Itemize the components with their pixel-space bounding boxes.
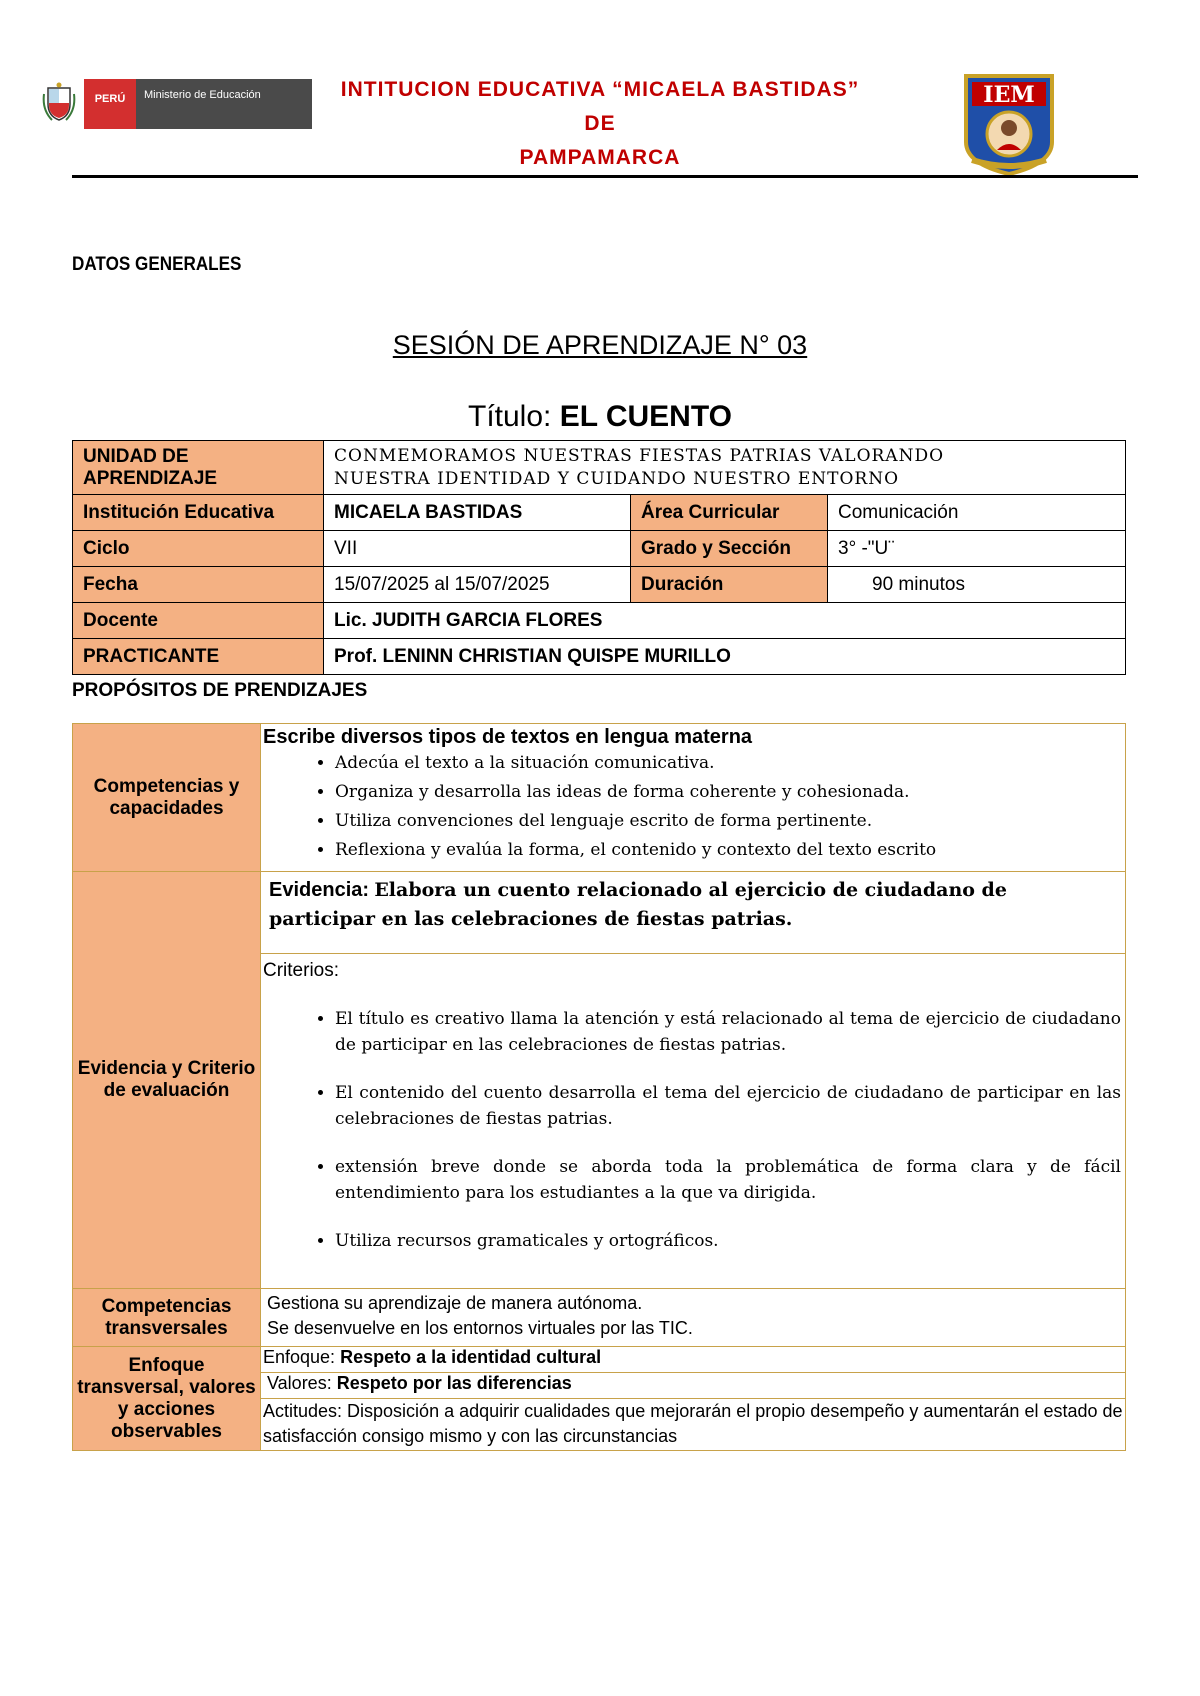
list-item: • El título es creativo llama la atención y está relacionado al tema de ejercicio de ciudadano de participar en las celebraciones de fiestas patrias. [335, 1006, 1123, 1058]
school-name-line1: INTITUCION EDUCATIVA “MICAELA BASTIDAS” [340, 78, 860, 101]
institucion-value: MICAELA BASTIDAS [324, 495, 631, 531]
valores-cell [261, 1373, 1126, 1399]
list-item: • Reflexiona y evalúa la forma, el contenido y contexto del texto escrito [335, 836, 1123, 865]
valores-prefix: Valores: [267, 1373, 332, 1393]
header-divider [72, 175, 1138, 178]
actitudes-cell: Actitudes: Disposición a adquirir cualidades que mejorarán el propio desempeño y aumentarán el estado de satisfacción consigo mismo y con las circunstancias [261, 1399, 1126, 1451]
transversales-label: Competencias transversales [73, 1289, 261, 1347]
school-crest-icon [962, 72, 1056, 176]
unidad-value-line1: CONMEMORAMOS NUESTRAS FIESTAS PATRIAS VALORANDO [334, 445, 945, 466]
practicante-label: PRACTICANTE [73, 639, 324, 675]
grado-value: 3° -"U¨ [828, 531, 1126, 567]
enfoque-prefix: Enfoque: [263, 1347, 336, 1367]
enfoque-label: Enfoque transversal, valores y acciones observables [73, 1347, 261, 1451]
crest-text: IEM [983, 82, 1035, 108]
list-item: • Organiza y desarrolla las ideas de forma coherente y cohesionada. [335, 778, 1123, 807]
peru-badge: PERÚ [84, 79, 136, 129]
list-item: • Utiliza convenciones del lenguaje escrito de forma pertinente. [335, 807, 1123, 836]
transversal-1: Gestiona su aprendizaje de manera autónoma. [267, 1293, 643, 1313]
institucion-label: Institución Educativa [73, 495, 324, 531]
propositos-heading: PROPÓSITOS DE PRENDIZAJES [72, 680, 368, 701]
competencia-title: Escribe diversos tipos de textos en lengua materna [263, 726, 753, 748]
unidad-label: UNIDAD DE APRENDIZAJE [73, 441, 324, 495]
school-name-line2: DE [584, 112, 616, 135]
evidencia-prefix: Evidencia: [269, 879, 370, 901]
unidad-value [324, 441, 1126, 495]
ciclo-value: VII [324, 531, 631, 567]
unidad-value-line2: NUESTRA IDENTIDAD Y CUIDANDO NUESTRO ENTORNO [334, 468, 900, 489]
title-line [0, 400, 1200, 434]
transversales-cell [261, 1289, 1126, 1347]
ciclo-label: Ciclo [73, 531, 324, 567]
valores-value: Respeto por las diferencias [336, 1373, 572, 1393]
school-name-line3: PAMPAMARCA [519, 146, 681, 169]
criterios-cell [261, 954, 1126, 1289]
transversal-2: Se desenvuelve en los entornos virtuales por las TIC. [267, 1318, 693, 1338]
criterios-heading: Criterios: [263, 960, 340, 981]
propositos-table [72, 723, 1126, 1451]
criterios-label: Criterios [263, 960, 334, 981]
session-title: SESIÓN DE APRENDIZAJE N° 03 [392, 330, 808, 360]
enfoque-cell [261, 1347, 1126, 1373]
fecha-value: 15/07/2025 al 15/07/2025 [324, 567, 631, 603]
duracion-value: 90 minutos [828, 567, 1126, 603]
criterios-list [263, 1006, 1123, 1254]
ministry-logo [42, 76, 272, 130]
competencias-cell [261, 724, 1126, 872]
title-value: EL CUENTO [559, 400, 732, 433]
fecha-label: Fecha [73, 567, 324, 603]
evidencia-text: Elabora un cuento relacionado al ejercicio de ciudadano de participar en las celebraciones de fiestas patrias. [269, 879, 1007, 930]
competencias-label: Competencias y capacidades [73, 724, 261, 872]
evidencia-label: Evidencia y Criterio de evaluación [73, 872, 261, 1289]
grado-label: Grado y Sección [631, 531, 828, 567]
list-item: • Utiliza recursos gramaticales y ortográficos. [335, 1228, 1123, 1254]
duracion-label: Duración [631, 567, 828, 603]
enfoque-value: Respeto a la identidad cultural [340, 1347, 602, 1367]
list-item: • Adecúa el texto a la situación comunicativa. [335, 749, 1123, 778]
ministry-name: Ministerio de Educación [136, 79, 312, 129]
list-item: • extensión breve donde se aborda toda la problemática de forma clara y de fácil entendimiento para los estudiantes a la que va dirigida. [335, 1154, 1123, 1206]
area-label: Área Curricular [631, 495, 828, 531]
list-item: • El contenido del cuento desarrolla el tema del ejercicio de ciudadano de participar en las celebraciones de fiestas patrias. [335, 1080, 1123, 1132]
title-label: Título: [468, 400, 552, 433]
peru-coat-of-arms-icon [42, 82, 76, 122]
area-value: Comunicación [828, 495, 1126, 531]
docente-label: Docente [73, 603, 324, 639]
evidencia-cell [261, 872, 1126, 954]
capacidades-list [263, 749, 1123, 865]
practicante-value: Prof. LENINN CHRISTIAN QUISPE MURILLO [324, 639, 1126, 675]
docente-value: Lic. JUDITH GARCIA FLORES [324, 603, 1126, 639]
general-data-table [72, 440, 1126, 675]
datos-generales-heading: DATOS GENERALES [72, 254, 242, 275]
